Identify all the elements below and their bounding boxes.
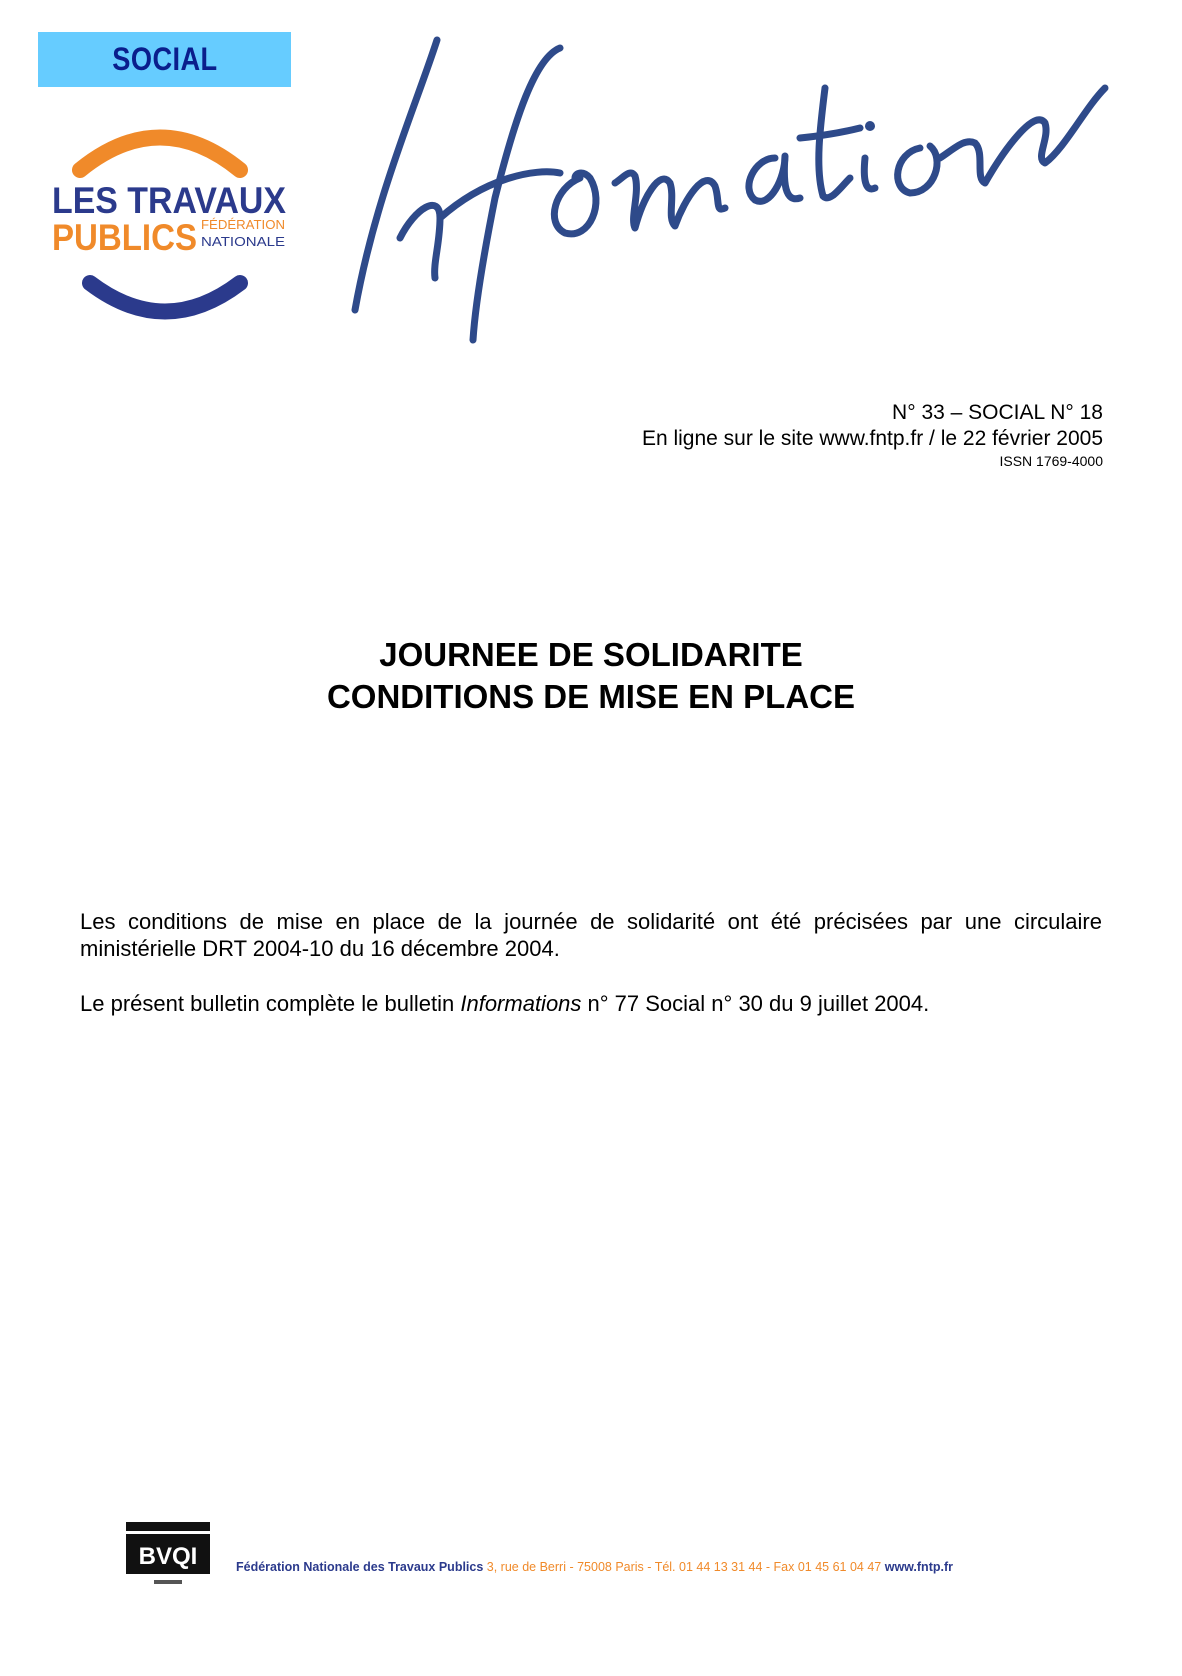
paragraph-2 xyxy=(80,990,1102,1017)
logo-line-1: LES TRAVAUX xyxy=(52,180,287,221)
title-line-2: CONDITIONS DE MISE EN PLACE xyxy=(326,678,856,715)
footer-federation: Fédération Nationale des Travaux Publics xyxy=(236,1560,484,1574)
issue-issn: ISSN 1769-4000 xyxy=(999,453,1103,469)
paragraph-1: Les conditions de mise en place de la journée de solidarité ont été précisées par une circulaire ministérielle DRT 2004-10 du 16 décembre 2004. xyxy=(80,909,1102,961)
paragraph-2-before: Le présent bulletin complète le bulletin xyxy=(80,991,461,1016)
issue-online-date: En ligne sur le site www.fntp.fr / le 22 février 2005 xyxy=(641,427,1103,450)
bvqi-label: BVQI xyxy=(138,1543,198,1570)
fntp-logo xyxy=(50,125,290,330)
section-badge-label: SOCIAL xyxy=(111,41,218,77)
informations-script-title xyxy=(345,28,1125,348)
script-title-text: Informations xyxy=(345,28,351,29)
logo-line-2: PUBLICS xyxy=(52,217,197,258)
footer-contact xyxy=(236,1560,953,1574)
logo-line-3: FÉDÉRATION xyxy=(201,217,285,232)
issue-meta xyxy=(642,400,1103,470)
title-line-1: JOURNEE DE SOLIDARITE xyxy=(379,636,803,673)
footer-address: 3, rue de Berri - 75008 Paris - Tél. 01 44 13 31 44 - Fax 01 45 61 04 47 xyxy=(483,1560,885,1574)
document-title xyxy=(0,634,1182,718)
section-badge xyxy=(38,32,291,87)
paragraph-2-after: n° 77 Social n° 30 du 9 juillet 2004. xyxy=(581,991,930,1016)
footer-website-link[interactable]: www.fntp.fr xyxy=(884,1560,953,1574)
document-body xyxy=(80,908,1102,1045)
bvqi-certification-mark xyxy=(124,1520,212,1590)
issue-number: N° 33 – SOCIAL N° 18 xyxy=(892,401,1103,424)
paragraph-2-italic: Informations xyxy=(460,991,582,1016)
logo-line-4: NATIONALE xyxy=(201,234,286,249)
